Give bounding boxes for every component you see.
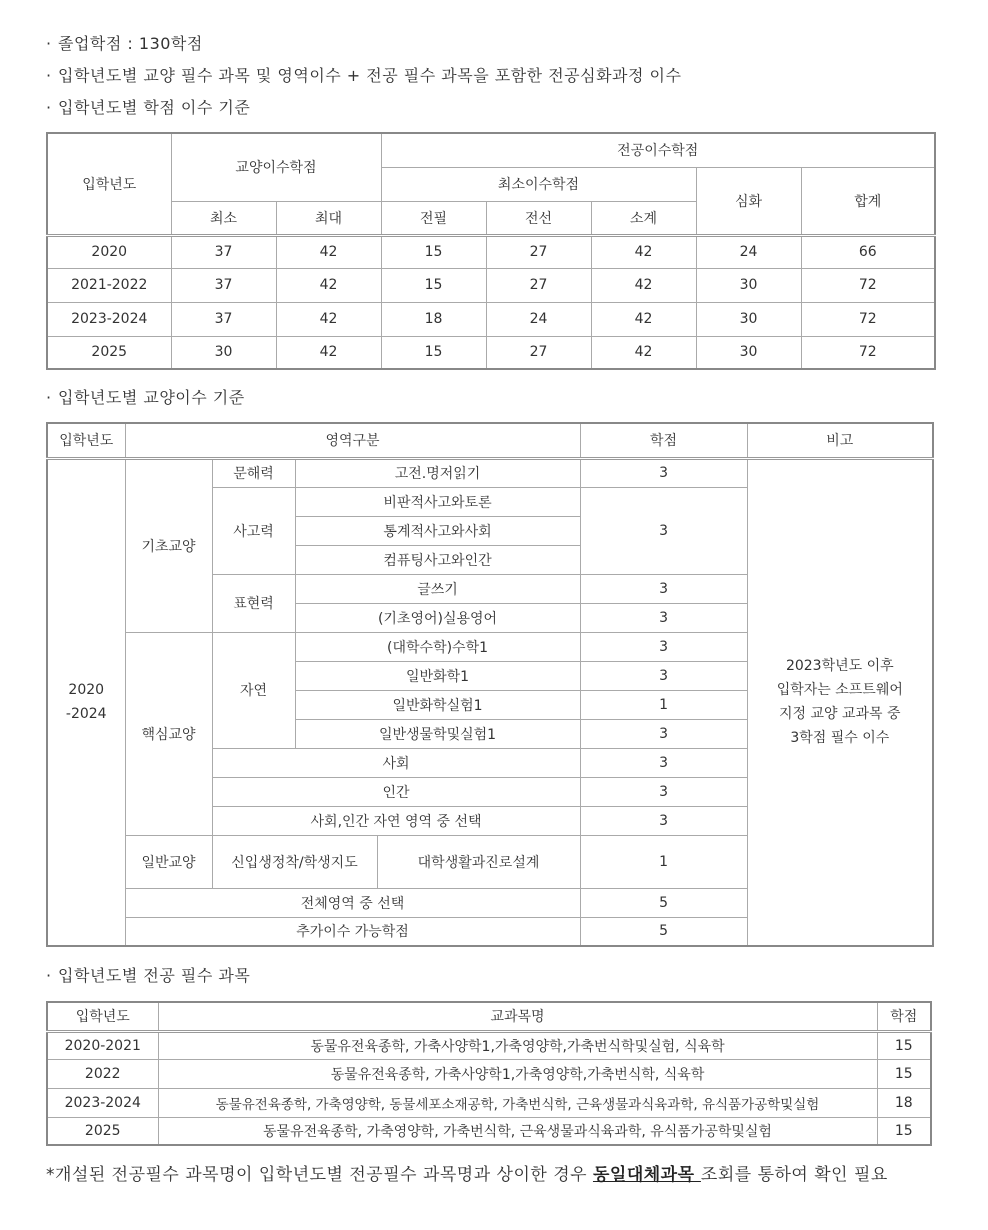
t2-year: 2020 -2024 [47, 458, 125, 946]
t2-basic: 기초교양 [125, 458, 212, 632]
t2-english: (기초영어)실용영어 [295, 603, 580, 632]
t2-credit: 1 [580, 690, 747, 719]
footnote: *개설된 전공필수 과목명이 입학년도별 전공필수 과목명과 상이한 경우 동일대체과목 조회를 통하여 확인 필요 [46, 1165, 888, 1185]
t2-literacy: 문해력 [212, 458, 295, 487]
table-row: 2025 동물유전육종학, 가축영양학, 가축번식학, 근육생물과식육과학, 유식품가공학및실험 15 [47, 1117, 931, 1145]
equivalent-course-link[interactable]: 동일대체과목 [592, 1165, 701, 1185]
t2-choice: 사회,인간 자연 영역 중 선택 [212, 806, 580, 835]
major-required-table [46, 1001, 932, 1146]
t2-writing: 글쓰기 [295, 574, 580, 603]
t2-society: 사회 [212, 748, 580, 777]
t2-stats: 통계적사고와사회 [295, 516, 580, 545]
t2-all: 전체영역 중 선택 [125, 888, 580, 917]
t2-credit: 3 [580, 719, 747, 748]
t1-header-gmin: 최소 [171, 201, 276, 235]
t2-core: 핵심교양 [125, 632, 212, 835]
t2-chem: 일반화학1 [295, 661, 580, 690]
t2-credit: 3 [580, 574, 747, 603]
table-row: 2021-2022 37 42 15 27 42 30 72 [47, 268, 935, 302]
t2-credit: 5 [580, 888, 747, 917]
t2-thinking: 사고력 [212, 487, 295, 574]
t2-general: 일반교양 [125, 835, 212, 888]
bullet-requirements: · 입학년도별 교양 필수 과목 및 영역이수 + 전공 필수 과목을 포함한 전공심화과정 이수 [46, 66, 682, 85]
t2-header-area: 영역구분 [125, 423, 580, 458]
credit-standard-table [46, 132, 936, 370]
t1-header-year: 입학년도 [47, 133, 171, 235]
t2-header-year: 입학년도 [47, 423, 125, 458]
t2-credit: 3 [580, 487, 747, 574]
bullet-credit-standard: · 입학년도별 학점 이수 기준 [46, 98, 251, 117]
t2-credit: 5 [580, 917, 747, 946]
t2-credit: 3 [580, 632, 747, 661]
table-row: 2023-2024 동물유전육종학, 가축영양학, 동물세포소재공학, 가축번식학, 근육생물과식육과학, 유식품가공학및실험 18 [47, 1088, 931, 1117]
t2-note: 2023학년도 이후 입학자는 소프트웨어 지정 교양 교과목 중 3학점 필수 이수 [747, 458, 933, 946]
t2-credit: 3 [580, 458, 747, 487]
t2-credit: 3 [580, 748, 747, 777]
t2-human: 인간 [212, 777, 580, 806]
t3-header-credit: 학점 [877, 1002, 931, 1031]
t2-credit: 3 [580, 806, 747, 835]
table-row: 2025 30 42 15 27 42 30 72 [47, 336, 935, 369]
t2-credit: 1 [580, 835, 747, 888]
general-education-table [46, 422, 934, 947]
t2-chemlab: 일반화학실험1 [295, 690, 580, 719]
t2-extra: 추가이수 가능학점 [125, 917, 580, 946]
t1-header-general: 교양이수학점 [171, 133, 381, 201]
t1-header-req: 전필 [381, 201, 486, 235]
table-row: 2020 37 42 15 27 42 24 66 [47, 235, 935, 268]
bullet-major-required: · 입학년도별 전공 필수 과목 [46, 966, 251, 985]
table-row: 2023-2024 37 42 18 24 42 30 72 [47, 302, 935, 336]
t2-credit: 3 [580, 777, 747, 806]
t2-credit: 3 [580, 661, 747, 690]
t1-header-total: 합계 [801, 167, 935, 235]
t1-header-sel: 전선 [486, 201, 591, 235]
t2-career: 대학생활과진로설계 [377, 835, 580, 888]
t2-biolab: 일반생물학및실험1 [295, 719, 580, 748]
t1-header-sub: 소계 [591, 201, 696, 235]
t2-header-credit: 학점 [580, 423, 747, 458]
t2-classics: 고전.명저읽기 [295, 458, 580, 487]
t1-header-min: 최소이수학점 [381, 167, 696, 201]
t1-header-gmax: 최대 [276, 201, 381, 235]
t3-header-course: 교과목명 [158, 1002, 877, 1031]
t3-header-year: 입학년도 [47, 1002, 158, 1031]
table-row: 2020-2021 동물유전육종학, 가축사양학1,가축영양학,가축번식학및실험, 식육학 15 [47, 1031, 931, 1059]
t2-credit: 3 [580, 603, 747, 632]
bullet-graduation-credits: · 졸업학점 : 130학점 [46, 34, 203, 53]
t2-header-note: 비고 [747, 423, 933, 458]
t1-header-deep: 심화 [696, 167, 801, 235]
t2-critical: 비판적사고와토론 [295, 487, 580, 516]
t1-header-major: 전공이수학점 [381, 133, 935, 167]
t2-computing: 컴퓨팅사고와인간 [295, 545, 580, 574]
t2-nature: 자연 [212, 632, 295, 748]
t2-newstudent: 신입생정착/학생지도 [212, 835, 377, 888]
table-row: 2022 동물유전육종학, 가축사양학1,가축영양학,가축번식학, 식육학 15 [47, 1059, 931, 1088]
t2-math: (대학수학)수학1 [295, 632, 580, 661]
bullet-general-standard: · 입학년도별 교양이수 기준 [46, 388, 245, 407]
t2-expression: 표현력 [212, 574, 295, 632]
